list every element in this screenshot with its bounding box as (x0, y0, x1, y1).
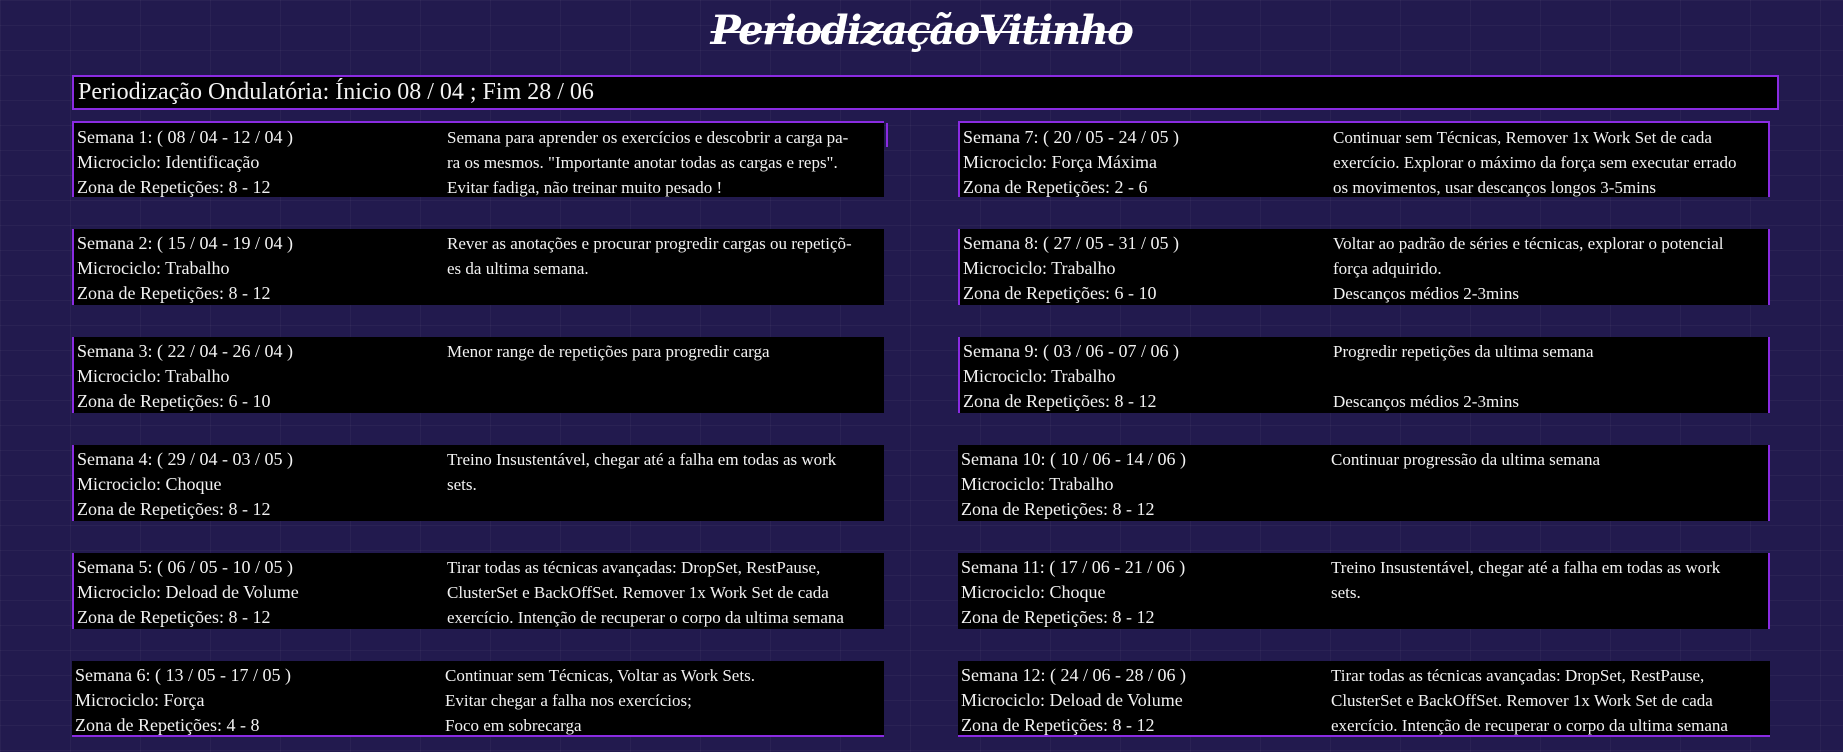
week-info (963, 231, 1323, 306)
note-line: Continuar sem Técnicas, Remover 1x Work Set de cada (1333, 128, 1712, 147)
rep-zone: Zona de Repetições: 8 - 12 (961, 715, 1155, 735)
note-line: Treino Insustentável, chegar até a falha em todas as work (447, 450, 837, 469)
week-info (75, 663, 435, 738)
week-notes (447, 231, 879, 306)
week-range: Semana 11: ( 17 / 06 - 21 / 06 ) (961, 557, 1186, 577)
microcycle: Microciclo: Trabalho (963, 258, 1116, 278)
periodization-header: Periodização Ondulatória: Ínicio 08 / 04 ; Fim 28 / 06 (72, 75, 1779, 110)
week-notes (1331, 555, 1763, 630)
note-line: Tirar todas as técnicas avançadas: DropSet, RestPause, (447, 558, 821, 577)
note-line: Continuar progressão da ultima semana (1331, 450, 1601, 469)
week-card (72, 661, 884, 737)
note-line: Menor range de repetições para progredir carga (447, 342, 770, 361)
week-card (958, 661, 1770, 737)
week-range: Semana 2: ( 15 / 04 - 19 / 04 ) (77, 233, 293, 253)
week-card (958, 229, 1770, 305)
rep-zone: Zona de Repetições: 2 - 6 (963, 177, 1148, 197)
rep-zone: Zona de Repetições: 8 - 12 (963, 391, 1157, 411)
microcycle: Microciclo: Força (75, 690, 205, 710)
microcycle: Microciclo: Deload de Volume (961, 690, 1183, 710)
week-range: Semana 7: ( 20 / 05 - 24 / 05 ) (963, 127, 1179, 147)
week-notes (447, 555, 879, 630)
note-line: exercício. Intenção de recuperar o corpo da ultima semana (447, 608, 844, 627)
week-range: Semana 9: ( 03 / 06 - 07 / 06 ) (963, 341, 1179, 361)
microcycle: Microciclo: Choque (961, 582, 1106, 602)
week-range: Semana 12: ( 24 / 06 - 28 / 06 ) (961, 665, 1186, 685)
week-info (961, 663, 1321, 738)
week-notes (1333, 231, 1765, 306)
microcycle: Microciclo: Trabalho (77, 258, 230, 278)
week-card (72, 445, 884, 521)
microcycle: Microciclo: Trabalho (77, 366, 230, 386)
rep-zone: Zona de Repetições: 6 - 10 (963, 283, 1157, 303)
week-range: Semana 3: ( 22 / 04 - 26 / 04 ) (77, 341, 293, 361)
note-line: Descanços médios 2-3mins (1333, 392, 1520, 411)
week-notes (1331, 447, 1763, 522)
microcycle: Microciclo: Identificação (77, 152, 260, 172)
note-line: exercício. Explorar o máximo da força sem executar errado (1333, 153, 1737, 172)
rep-zone: Zona de Repetições: 8 - 12 (77, 607, 271, 627)
week-info (963, 125, 1323, 200)
rep-zone: Zona de Repetições: 6 - 10 (77, 391, 271, 411)
week-card (958, 445, 1770, 521)
note-line: es da ultima semana. (447, 259, 589, 278)
week-card (958, 337, 1770, 413)
note-line: Descanços médios 2-3mins (1333, 284, 1520, 303)
note-line: sets. (1331, 583, 1361, 602)
microcycle: Microciclo: Deload de Volume (77, 582, 299, 602)
note-line: força adquirido. (1333, 259, 1442, 278)
week-card (958, 121, 1770, 197)
week-info (961, 447, 1321, 522)
week-notes (447, 447, 879, 522)
note-line (1333, 364, 1765, 389)
week-info (961, 555, 1321, 630)
week-notes (447, 125, 879, 200)
note-line (447, 497, 879, 522)
week-card (72, 229, 884, 305)
note-line: ClusterSet e BackOffSet. Remover 1x Work Set de cada (447, 583, 829, 602)
rep-zone: Zona de Repetições: 8 - 12 (77, 499, 271, 519)
week-card (72, 337, 884, 413)
microcycle: Microciclo: Força Máxima (963, 152, 1157, 172)
microcycle: Microciclo: Choque (77, 474, 222, 494)
note-line (447, 364, 879, 389)
week-range: Semana 1: ( 08 / 04 - 12 / 04 ) (77, 127, 293, 147)
note-line: Rever as anotações e procurar progredir cargas ou repetiçõ- (447, 234, 852, 253)
week-info (963, 339, 1323, 414)
note-line: Treino Insustentável, chegar até a falha em todas as work (1331, 558, 1721, 577)
week-info (77, 339, 437, 414)
week-notes (1333, 339, 1765, 414)
week-range: Semana 6: ( 13 / 05 - 17 / 05 ) (75, 665, 291, 685)
note-line: Tirar todas as técnicas avançadas: DropSet, RestPause, (1331, 666, 1705, 685)
note-line (1331, 605, 1763, 630)
note-line: Foco em sobrecarga (445, 716, 582, 735)
microcycle: Microciclo: Trabalho (961, 474, 1114, 494)
week-notes (1331, 663, 1763, 738)
note-line: Semana para aprender os exercícios e descobrir a carga pa- (447, 128, 849, 147)
note-line (1331, 497, 1763, 522)
week-notes (445, 663, 877, 738)
week-range: Semana 5: ( 06 / 05 - 10 / 05 ) (77, 557, 293, 577)
note-line: Voltar ao padrão de séries e técnicas, explorar o potencial (1333, 234, 1724, 253)
note-line (1331, 472, 1763, 497)
note-line: exercício. Intenção de recuperar o corpo da ultima semana (1331, 716, 1728, 735)
week-info (77, 125, 437, 200)
week-info (77, 447, 437, 522)
border-notch (886, 123, 888, 147)
week-card (72, 553, 884, 629)
rep-zone: Zona de Repetições: 8 - 12 (77, 283, 271, 303)
note-line: ClusterSet e BackOffSet. Remover 1x Work Set de cada (1331, 691, 1713, 710)
rep-zone: Zona de Repetições: 8 - 12 (961, 607, 1155, 627)
week-info (77, 231, 437, 306)
microcycle: Microciclo: Trabalho (963, 366, 1116, 386)
note-line: ra os mesmos. "Importante anotar todas as cargas e reps". (447, 153, 838, 172)
note-line: Continuar sem Técnicas, Voltar as Work Sets. (445, 666, 755, 685)
note-line: Evitar chegar a falha nos exercícios; (445, 691, 692, 710)
week-range: Semana 8: ( 27 / 05 - 31 / 05 ) (963, 233, 1179, 253)
rep-zone: Zona de Repetições: 4 - 8 (75, 715, 260, 735)
week-range: Semana 4: ( 29 / 04 - 03 / 05 ) (77, 449, 293, 469)
week-notes (1333, 125, 1765, 200)
note-line: Progredir repetições da ultima semana (1333, 342, 1594, 361)
note-line: Evitar fadiga, não treinar muito pesado ! (447, 178, 723, 197)
week-range: Semana 10: ( 10 / 06 - 14 / 06 ) (961, 449, 1186, 469)
week-notes (447, 339, 879, 414)
note-line: sets. (447, 475, 477, 494)
note-line: os movimentos, usar descanços longos 3-5mins (1333, 178, 1656, 197)
week-card (72, 121, 884, 197)
week-info (77, 555, 437, 630)
note-line (447, 281, 879, 306)
note-line (447, 389, 879, 414)
week-card (958, 553, 1770, 629)
rep-zone: Zona de Repetições: 8 - 12 (77, 177, 271, 197)
rep-zone: Zona de Repetições: 8 - 12 (961, 499, 1155, 519)
page-title: PeriodizaçãoVitinho (710, 7, 1133, 54)
